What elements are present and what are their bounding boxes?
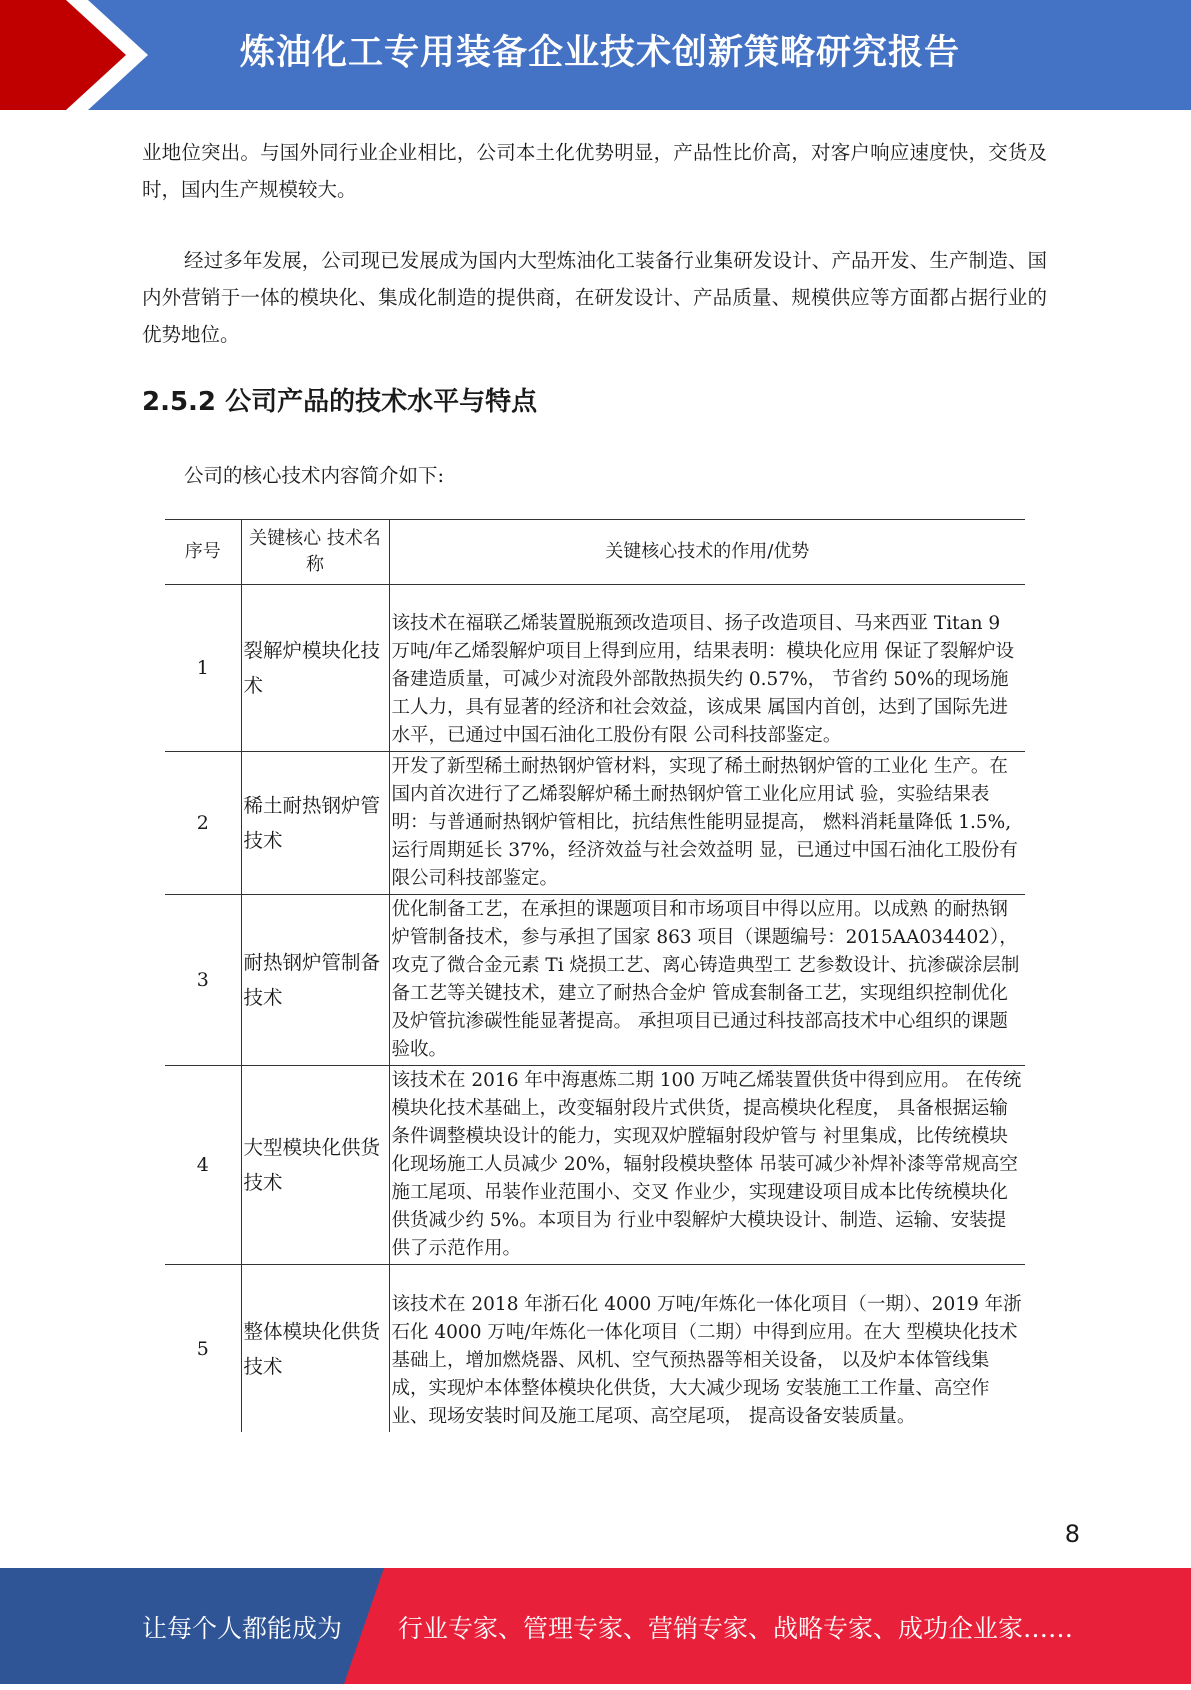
- footer-slogan-left: 让每个人都能成为: [142, 1614, 343, 1643]
- technology-name: 裂解炉模块化技术: [241, 585, 389, 752]
- technology-description: 该技术在 2018 年浙石化 4000 万吨/年炼化一体化项目（一期）、2019 年浙石化 4000 万吨/年炼化一体化项目（二期）中得到应用。在大 型模块化技术基础上，增加燃烧器、风机、空气预热器等相关设备， 以及炉本体管线集成，实现炉本体整体模块化供货，大大减少现场 安装施工工作量、高空作业、现场安装时间及施工尾项、高空尾项， 提高设备安装质量。: [389, 1265, 1025, 1433]
- paragraph-2: 经过多年发展，公司现已发展成为国内大型炼油化工装备行业集研发设计、产品开发、生产制造、国内外营销于一体的模块化、集成化制造的提供商，在研发设计、产品质量、规模供应等方面都占据行业的优势地位。: [142, 249, 1047, 346]
- header-name: 关键核心 技术名称: [241, 520, 389, 585]
- page-header: [0, 0, 1191, 110]
- row-number: 5: [165, 1265, 241, 1433]
- technology-name: 稀土耐热钢炉管技术: [241, 752, 389, 895]
- page-number: 8: [1064, 1520, 1080, 1548]
- technology-description: 该技术在福联乙烯装置脱瓶颈改造项目、扬子改造项目、马来西亚 Titan 9 万吨/年乙烯裂解炉项目上得到应用，结果表明：模块化应用 保证了裂解炉设备建造质量，可减少对流段外部散热损失约 0.57%， 节省约 50%的现场施工人力，具有显著的经济和社会效益，该成果 属国内首创，达到了国际先进水平，已通过中国石油化工股份有限 公司科技部鉴定。: [389, 585, 1025, 752]
- technology-name: 大型模块化供货技术: [241, 1066, 389, 1265]
- row-number: 2: [165, 752, 241, 895]
- table-row: [165, 1066, 1025, 1265]
- core-technology-table: [165, 519, 1025, 1432]
- table-row: [165, 1265, 1025, 1433]
- table-header-row: [165, 520, 1025, 585]
- table-row: [165, 752, 1025, 895]
- row-number: 4: [165, 1066, 241, 1265]
- row-number: 1: [165, 585, 241, 752]
- table-row: [165, 895, 1025, 1066]
- technology-name: 耐热钢炉管制备技术: [241, 895, 389, 1066]
- header-no: 序号: [165, 520, 241, 585]
- page-footer: [0, 1568, 1191, 1684]
- footer-slogan-right: 行业专家、管理专家、营销专家、战略专家、成功企业家……: [398, 1614, 1074, 1643]
- technology-description: 该技术在 2016 年中海惠炼二期 100 万吨乙烯装置供货中得到应用。 在传统模块化技术基础上，改变辐射段片式供货，提高模块化程度， 具备根据运输条件调整模块设计的能力，实现双炉膛辐射段炉管与 衬里集成，比传统模块化现场施工人员减少 20%，辐射段模块整体 吊装可减少补焊补漆等常规高空施工尾项、吊装作业范围小、交叉 作业少，实现建设项目成本比传统模块化供货减少约 5%。本项目为 行业中裂解炉大模块设计、制造、运输、安装提供了示范作用。: [389, 1066, 1025, 1265]
- section-heading: 2.5.2 公司产品的技术水平与特点: [142, 387, 538, 417]
- technology-description: 开发了新型稀土耐热钢炉管材料，实现了稀土耐热钢炉管的工业化 生产。在国内首次进行了乙烯裂解炉稀土耐热钢炉管工业化应用试 验，实验结果表明：与普通耐热钢炉管相比，抗结焦性能明显提高， 燃料消耗量降低 1.5%, 运行周期延长 37%，经济效益与社会效益明 显，已通过中国石油化工股份有限公司科技部鉴定。: [389, 752, 1025, 895]
- row-number: 3: [165, 895, 241, 1066]
- header-arrow-decoration: [0, 0, 160, 110]
- paragraph-1: 业地位突出。与国外同行业企业相比，公司本土化优势明显，产品性比价高，对客户响应速度快，交货及时，国内生产规模较大。: [142, 141, 1047, 201]
- technology-description: 优化制备工艺，在承担的课题项目和市场项目中得以应用。以成熟 的耐热钢炉管制备技术，参与承担了国家 863 项目（课题编号：2015AA034402），攻克了微合金元素 Ti 烧损工艺、离心铸造典型工 艺参数设计、抗渗碳涂层制备工艺等关键技术，建立了耐热合金炉 管成套制备工艺，实现组织控制优化及炉管抗渗碳性能显著提高。 承担项目已通过科技部高技术中心组织的课题验收。: [389, 895, 1025, 1066]
- report-title: 炼油化工专用装备企业技术创新策略研究报告: [240, 33, 961, 73]
- header-desc: 关键核心技术的作用/优势: [389, 520, 1025, 585]
- table-row: [165, 585, 1025, 752]
- table-intro: 公司的核心技术内容简介如下:: [184, 464, 445, 487]
- technology-name: 整体模块化供货技术: [241, 1265, 389, 1433]
